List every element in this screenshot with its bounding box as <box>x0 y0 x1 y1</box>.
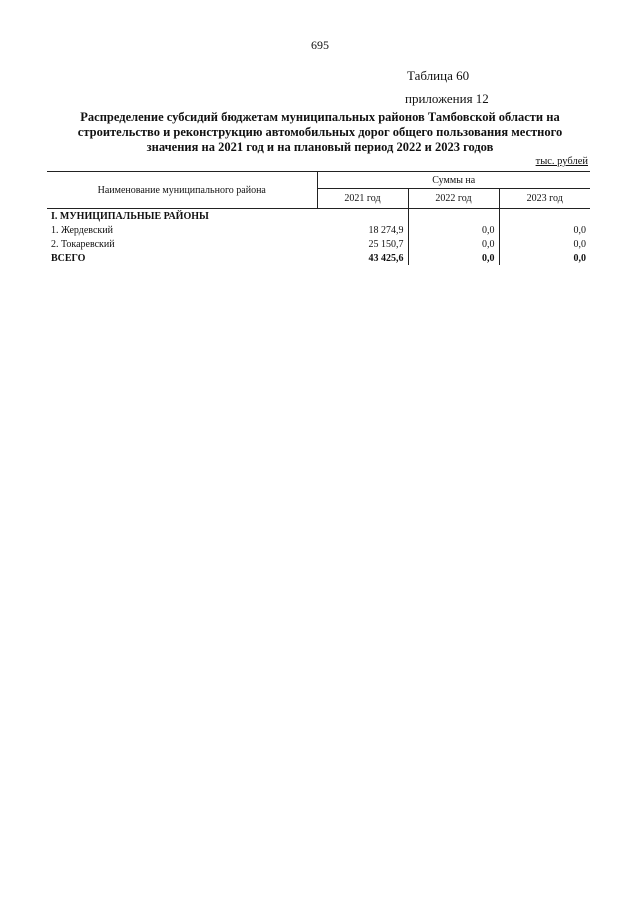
document-title: Распределение субсидий бюджетам муниципальных районов Тамбовской области на строительство и реконструкцию автомобильных дорог общего пользования местного значения на 2021 год и на плановый период 2022 и 2023 годов <box>77 110 563 154</box>
value-2022: 0,0 <box>408 223 499 237</box>
value-2021: 25 150,7 <box>317 237 408 251</box>
value-2023: 0,0 <box>573 238 586 250</box>
total-2021: 43 425,6 <box>317 251 408 265</box>
total-label: ВСЕГО <box>51 252 86 264</box>
column-header-2021: 2021 год <box>317 189 408 209</box>
column-header-sums: Суммы на <box>317 172 590 189</box>
units-label: тыс. рублей <box>535 156 588 167</box>
value-2021: 18 274,9 <box>317 223 408 237</box>
total-row <box>47 251 590 265</box>
table-row <box>47 237 590 251</box>
column-header-2023: 2023 год <box>499 189 590 209</box>
subsidy-table <box>47 171 590 265</box>
table-row <box>47 223 590 237</box>
column-header-district: Наименование муниципального района <box>47 172 317 209</box>
value-2022: 0,0 <box>408 237 499 251</box>
section-row <box>47 209 590 224</box>
appendix-label: приложения 12 <box>405 91 489 106</box>
table-label: Таблица 60 <box>407 68 470 83</box>
district-name: 2. Токаревский <box>51 238 115 250</box>
page-number: 695 <box>311 38 329 52</box>
section-label: I. МУНИЦИПАЛЬНЫЕ РАЙОНЫ <box>51 210 209 222</box>
total-2023: 0,0 <box>573 252 586 264</box>
column-header-2022: 2022 год <box>408 189 499 209</box>
value-2023: 0,0 <box>573 224 586 236</box>
district-name: 1. Жердевский <box>51 224 113 236</box>
total-2022: 0,0 <box>408 251 499 265</box>
